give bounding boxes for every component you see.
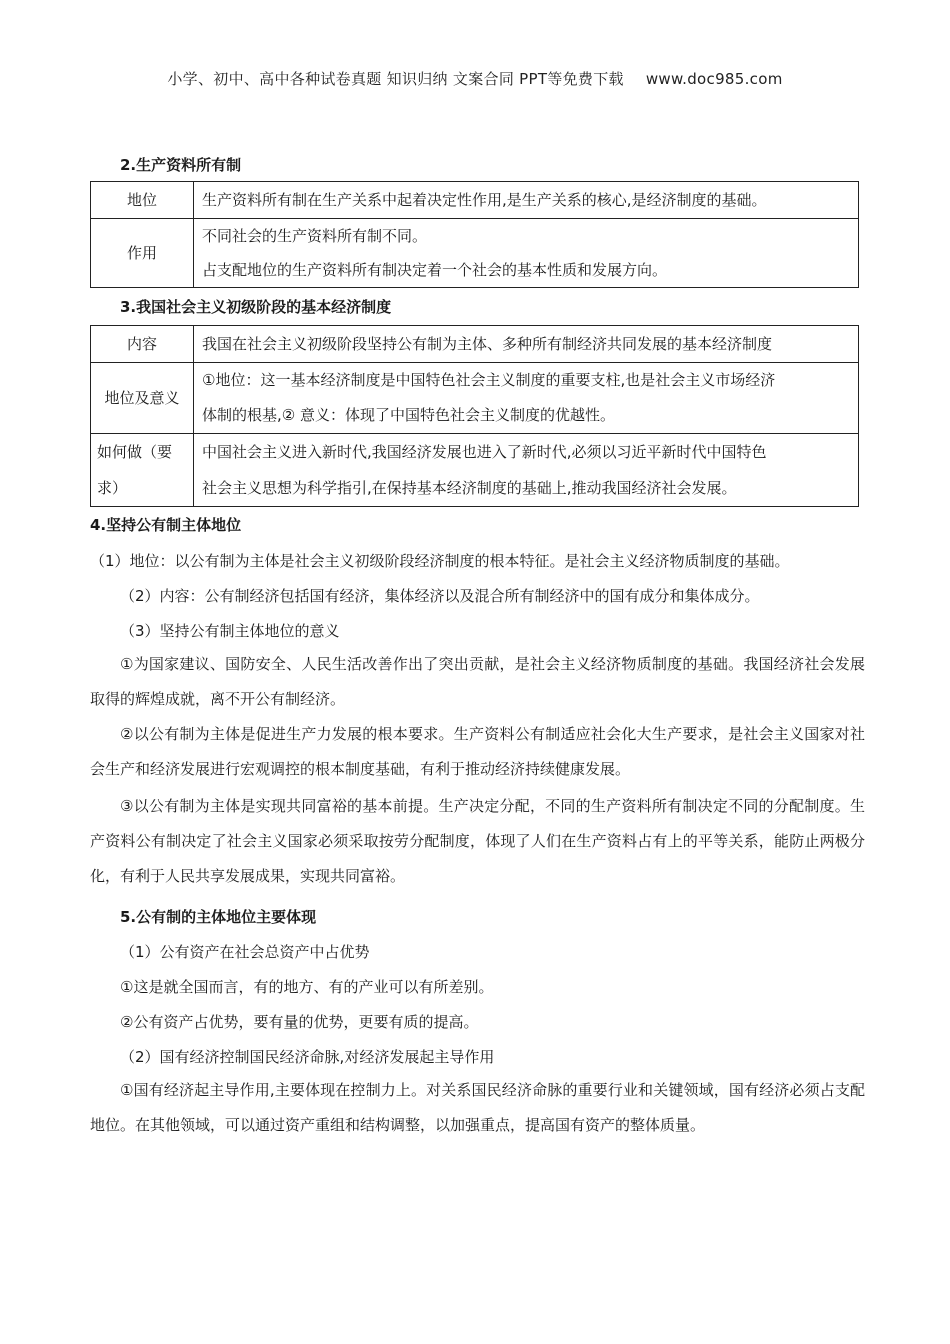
section-4-title: 4.坚持公有制主体地位: [90, 516, 242, 534]
row-label: 地位及意义: [91, 363, 194, 434]
paragraph: （3）坚持公有制主体地位的意义: [120, 622, 340, 640]
paragraph: ②以公有制为主体是促进生产力发展的根本要求。生产资料公有制适应社会化大生产要求，是社会主义国家对社会生产和经济发展进行宏观调控的根本制度基础，有利于推动经济持续健康发展。: [90, 725, 865, 778]
paragraph: （1）公有资产在社会总资产中占优势: [120, 943, 370, 961]
header-site-link[interactable]: www.doc985.com: [645, 70, 783, 88]
table-row: [91, 434, 859, 507]
header-text: 小学、初中、高中各种试卷真题 知识归纳 文案合同 PPT等免费下载: [167, 70, 624, 88]
row-label: 如何做（要 求）: [91, 434, 194, 507]
section-3-title: 3.我国社会主义初级阶段的基本经济制度: [120, 298, 392, 316]
paragraph: （1）地位：以公有制为主体是社会主义初级阶段经济制度的根本特征。是社会主义经济物质制度的基础。: [90, 552, 790, 570]
paragraph: ①这是就全国而言，有的地方、有的产业可以有所差别。: [120, 978, 494, 996]
row-content: ①地位：这一基本经济制度是中国特色社会主义制度的重要支柱,也是社会主义市场经济 体制的根基,② 意义：体现了中国特色社会主义制度的优越性。: [194, 363, 859, 434]
paragraph: ③以公有制为主体是实现共同富裕的基本前提。生产决定分配，不同的生产资料所有制决定不同的分配制度。生产资料公有制决定了社会主义国家必须采取按劳分配制度，体现了人们在生产资料占有上的平等关系，能防止两极分化，有利于人民共享发展成果，实现共同富裕。: [90, 797, 865, 885]
table-row: [91, 326, 859, 363]
table-row: [91, 182, 859, 219]
ownership-table: [90, 181, 859, 288]
row-content: 我国在社会主义初级阶段坚持公有制为主体、多种所有制经济共同发展的基本经济制度: [194, 326, 859, 363]
section-5-title: 5.公有制的主体地位主要体现: [120, 908, 317, 926]
row-label: 作用: [91, 219, 194, 288]
paragraph: （2）国有经济控制国民经济命脉,对经济发展起主导作用: [120, 1048, 495, 1066]
table-row: [91, 219, 859, 288]
row-content: 生产资料所有制在生产关系中起着决定性作用,是生产关系的核心,是经济制度的基础。: [194, 182, 859, 219]
page-header: [0, 68, 950, 89]
paragraph: （2）内容：公有制经济包括国有经济，集体经济以及混合所有制经济中的国有成分和集体成分。: [120, 587, 760, 605]
paragraph: ①为国家建议、国防安全、人民生活改善作出了突出贡献，是社会主义经济物质制度的基础。我国经济社会发展取得的辉煌成就，离不开公有制经济。: [90, 655, 865, 708]
row-label: 内容: [91, 326, 194, 363]
section-2-title: 2.生产资料所有制: [120, 156, 242, 174]
row-content: 中国社会主义进入新时代,我国经济发展也进入了新时代,必须以习近平新时代中国特色 社会主义思想为科学指引,在保持基本经济制度的基础上,推动我国经济社会发展。: [194, 434, 859, 507]
economic-system-table: [90, 325, 859, 507]
row-content: 不同社会的生产资料所有制不同。 占支配地位的生产资料所有制决定着一个社会的基本性质和发展方向。: [194, 219, 859, 288]
table-row: [91, 363, 859, 434]
paragraph: ②公有资产占优势，要有量的优势，更要有质的提高。: [120, 1013, 479, 1031]
row-label: 地位: [91, 182, 194, 219]
paragraph: ①国有经济起主导作用,主要体现在控制力上。对关系国民经济命脉的重要行业和关键领域，国有经济必须占支配地位。在其他领域，可以通过资产重组和结构调整，以加强重点，提高国有资产的整体质量。: [90, 1081, 865, 1134]
